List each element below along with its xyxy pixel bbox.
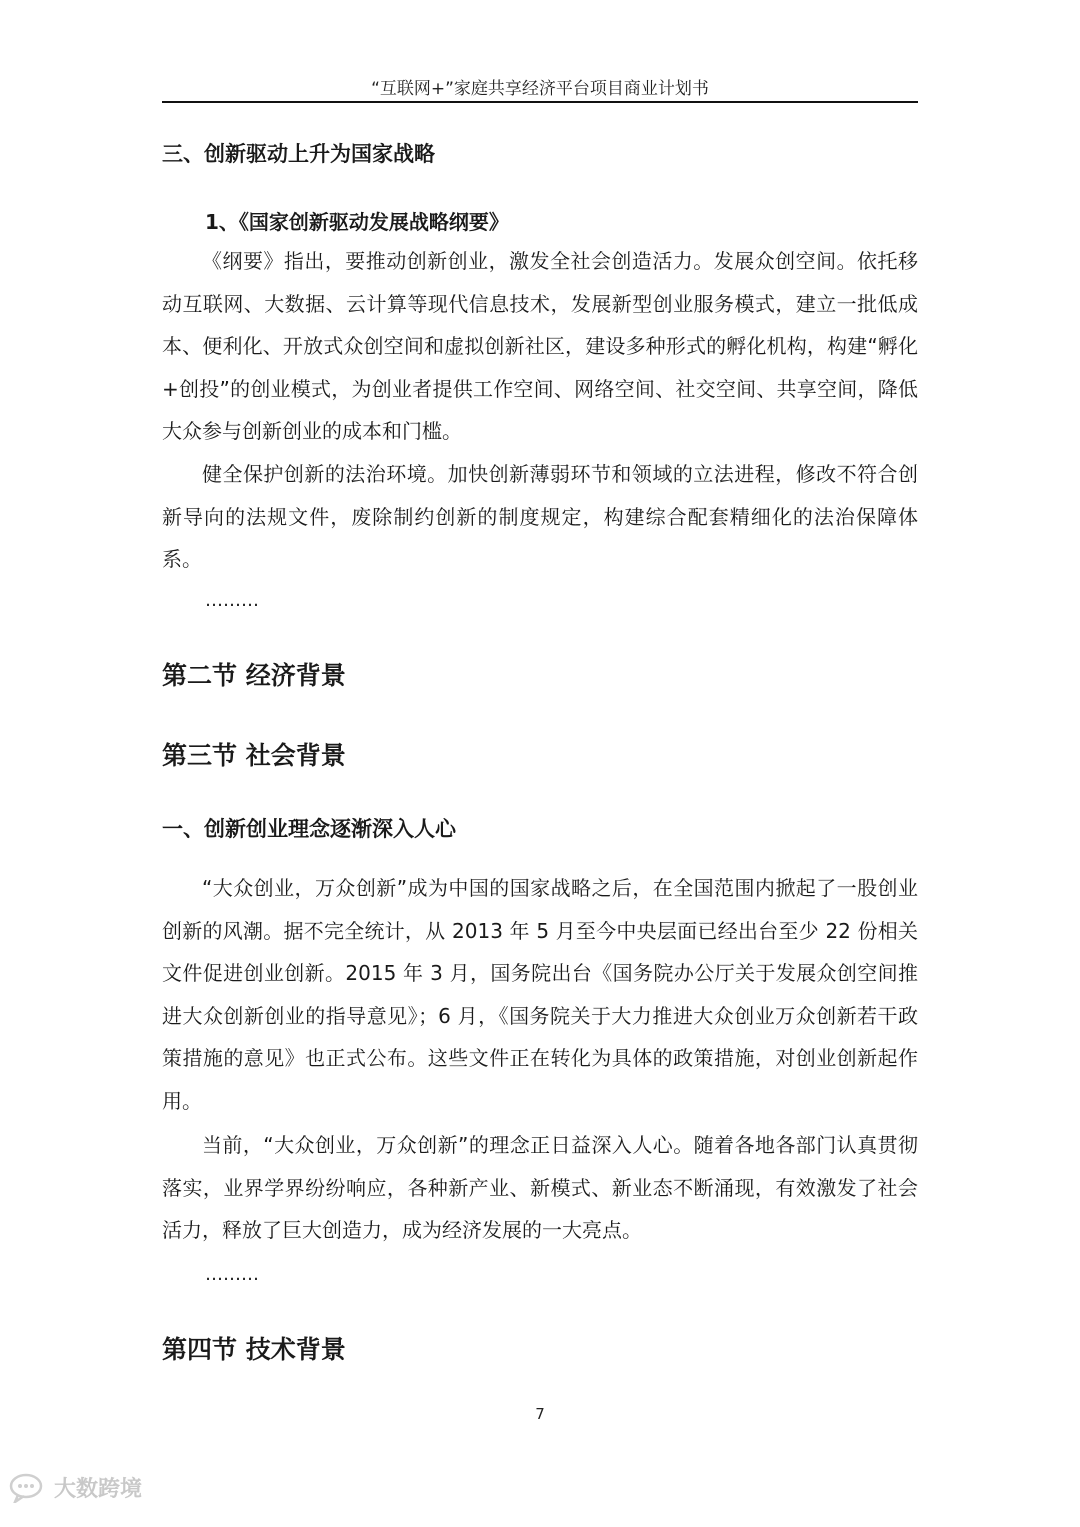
heading-strategy-outline: 1、《国家创新驱动发展战略纲要》 [205, 210, 509, 234]
heading-technology-background: 第四节 技术背景 [162, 1335, 346, 1364]
header-rule [162, 101, 918, 103]
heading-economic-background: 第二节 经济背景 [162, 661, 346, 690]
paragraph-current-situation: 当前，“大众创业，万众创新”的理念正日益深入人心。随着各地各部门认真贯彻落实，业界学界纷纷响应，各种新产业、新模式、新业态不断涌现，有效激发了社会活力，释放了巨大创造力，成为经济发展的一大亮点。 [162, 1133, 918, 1242]
page-header: “互联网+”家庭共享经济平台项目商业计划书 [371, 79, 709, 99]
ellipsis: ……… [205, 590, 259, 611]
chat-bubble-icon [8, 1473, 48, 1503]
page-number: 7 [535, 1405, 545, 1423]
paragraph-mass-entrepreneurship: “大众创业，万众创新”成为中国的国家战略之后，在全国范围内掀起了一股创业创新的风潮。据不完全统计，从 2013 年 5 月至今中央层面已经出台至少 22 份相关文件促进创业创新。2015 年 3 月，国务院出台《国务院办公厅关于发展众创空间推进大众创新创业的指导意见》；6 月，《国务院关于大力推进大众创业万众创新若干政策措施的意见》也正式公布。这些文件正在转化为具体的政策措施，对创业创新起作用。 [162, 876, 918, 1113]
watermark-text: 大数跨境 [54, 1477, 143, 1502]
heading-social-background: 第三节 社会背景 [162, 741, 346, 770]
paragraph-legal-environment: 健全保护创新的法治环境。加快创新薄弱环节和领域的立法进程，修改不符合创新导向的法规文件，废除制约创新的制度规定，构建综合配套精细化的法治保障体系。 [162, 462, 918, 571]
paragraph-outline: 《纲要》指出，要推动创新创业，激发全社会创造活力。发展众创空间。依托移动互联网、大数据、云计算等现代信息技术，发展新型创业服务模式，建立一批低成本、便利化、开放式众创空间和虚拟创新社区，建设多种形式的孵化机构，构建“孵化+创投”的创业模式，为创业者提供工作空间、网络空间、社交空间、共享空间，降低大众参与创新创业的成本和门槛。 [162, 249, 918, 443]
ellipsis: ……… [205, 1264, 259, 1285]
heading-innovation-strategy: 三、创新驱动上升为国家战略 [162, 142, 435, 166]
watermark [8, 1472, 142, 1503]
heading-innovation-idea: 一、创新创业理念逐渐深入人心 [162, 817, 456, 841]
